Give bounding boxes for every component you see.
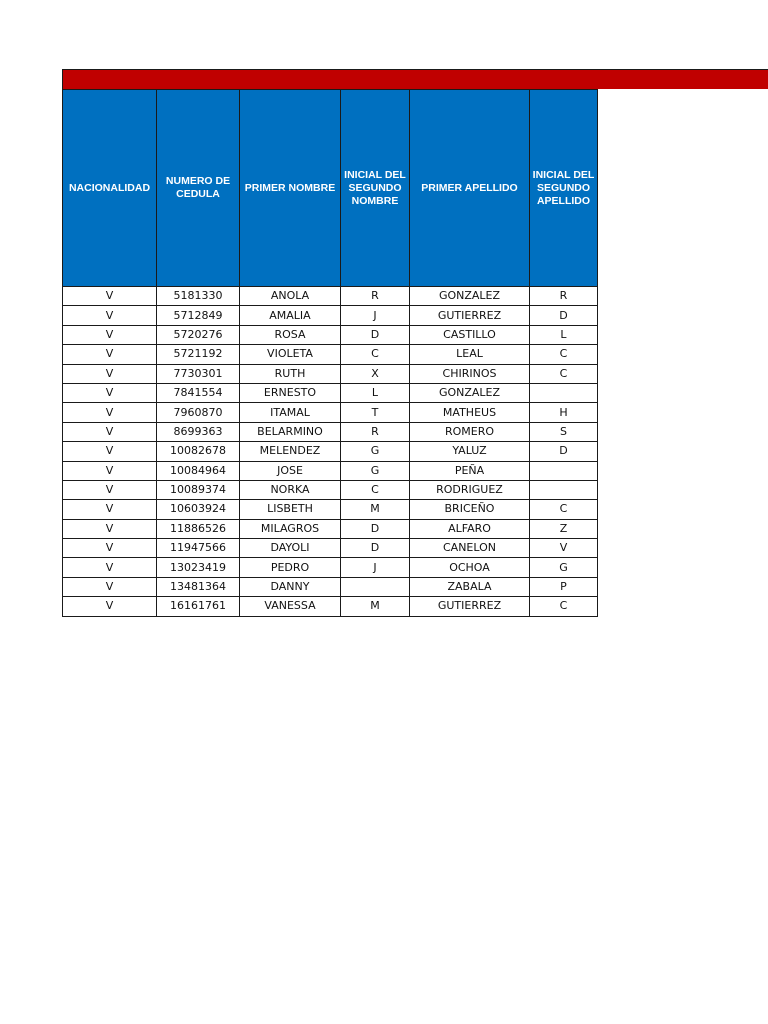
cell-cedula: 5721192	[157, 345, 240, 364]
cell-cedula: 13481364	[157, 577, 240, 596]
cell-nacionalidad: V	[63, 558, 157, 577]
cell-inicial-segundo-nombre: C	[341, 480, 410, 499]
cell-nacionalidad: V	[63, 422, 157, 441]
cell-primer-nombre: ROSA	[240, 325, 341, 344]
title-bar	[62, 69, 768, 89]
cell-primer-apellido: ALFARO	[410, 519, 530, 538]
cell-inicial-segundo-apellido: C	[530, 597, 598, 616]
table-row	[63, 306, 598, 325]
cell-nacionalidad: V	[63, 287, 157, 306]
cell-primer-apellido: LEAL	[410, 345, 530, 364]
cell-primer-apellido: CHIRINOS	[410, 364, 530, 383]
cell-inicial-segundo-nombre: L	[341, 383, 410, 402]
cell-cedula: 13023419	[157, 558, 240, 577]
table-row	[63, 597, 598, 616]
cell-primer-apellido: RODRIGUEZ	[410, 480, 530, 499]
cell-inicial-segundo-apellido: P	[530, 577, 598, 596]
cell-inicial-segundo-apellido: C	[530, 345, 598, 364]
table-body	[63, 287, 598, 617]
cell-nacionalidad: V	[63, 325, 157, 344]
cell-nacionalidad: V	[63, 403, 157, 422]
cell-nacionalidad: V	[63, 577, 157, 596]
table-row	[63, 422, 598, 441]
header-nacionalidad: NACIONALIDAD	[63, 90, 157, 287]
cell-primer-nombre: MILAGROS	[240, 519, 341, 538]
cell-primer-apellido: GUTIERREZ	[410, 306, 530, 325]
header-numero-de-cedula: NUMERO DE CEDULA	[157, 90, 240, 287]
table-row	[63, 442, 598, 461]
cell-cedula: 10603924	[157, 500, 240, 519]
cell-inicial-segundo-nombre: D	[341, 325, 410, 344]
cell-inicial-segundo-nombre: R	[341, 422, 410, 441]
cell-nacionalidad: V	[63, 442, 157, 461]
cell-primer-apellido: GUTIERREZ	[410, 597, 530, 616]
table-row	[63, 500, 598, 519]
cell-inicial-segundo-nombre: J	[341, 306, 410, 325]
data-table	[62, 89, 598, 617]
cell-inicial-segundo-nombre: C	[341, 345, 410, 364]
cell-primer-apellido: GONZALEZ	[410, 287, 530, 306]
cell-primer-apellido: CASTILLO	[410, 325, 530, 344]
cell-nacionalidad: V	[63, 597, 157, 616]
cell-primer-apellido: PEÑA	[410, 461, 530, 480]
cell-cedula: 5181330	[157, 287, 240, 306]
cell-primer-apellido: BRICEÑO	[410, 500, 530, 519]
header-inicial-segundo-apellido: INICIAL DEL SEGUNDO APELLIDO	[530, 90, 598, 287]
cell-nacionalidad: V	[63, 461, 157, 480]
cell-inicial-segundo-nombre: M	[341, 597, 410, 616]
cell-inicial-segundo-nombre: T	[341, 403, 410, 422]
cell-primer-nombre: AMALIA	[240, 306, 341, 325]
cell-cedula: 5720276	[157, 325, 240, 344]
cell-primer-apellido: ROMERO	[410, 422, 530, 441]
cell-inicial-segundo-apellido: Z	[530, 519, 598, 538]
cell-cedula: 11886526	[157, 519, 240, 538]
cell-inicial-segundo-apellido: C	[530, 500, 598, 519]
table-row	[63, 577, 598, 596]
cell-inicial-segundo-apellido: V	[530, 539, 598, 558]
header-primer-nombre: PRIMER NOMBRE	[240, 90, 341, 287]
cell-primer-nombre: DANNY	[240, 577, 341, 596]
cell-cedula: 7841554	[157, 383, 240, 402]
cell-inicial-segundo-nombre: J	[341, 558, 410, 577]
cell-primer-nombre: MELENDEZ	[240, 442, 341, 461]
table-row	[63, 558, 598, 577]
cell-inicial-segundo-apellido: H	[530, 403, 598, 422]
cell-cedula: 16161761	[157, 597, 240, 616]
table-row	[63, 287, 598, 306]
table-header	[63, 90, 598, 287]
table-row	[63, 519, 598, 538]
cell-cedula: 5712849	[157, 306, 240, 325]
cell-primer-nombre: ANOLA	[240, 287, 341, 306]
cell-nacionalidad: V	[63, 500, 157, 519]
cell-primer-apellido: GONZALEZ	[410, 383, 530, 402]
cell-nacionalidad: V	[63, 480, 157, 499]
table-row	[63, 364, 598, 383]
cell-inicial-segundo-apellido	[530, 480, 598, 499]
cell-primer-apellido: ZABALA	[410, 577, 530, 596]
cell-inicial-segundo-apellido: R	[530, 287, 598, 306]
cell-primer-nombre: PEDRO	[240, 558, 341, 577]
cell-inicial-segundo-apellido: L	[530, 325, 598, 344]
header-row	[63, 90, 598, 287]
cell-inicial-segundo-apellido	[530, 461, 598, 480]
cell-nacionalidad: V	[63, 364, 157, 383]
table-row	[63, 461, 598, 480]
cell-cedula: 10089374	[157, 480, 240, 499]
cell-inicial-segundo-nombre: G	[341, 442, 410, 461]
cell-primer-nombre: RUTH	[240, 364, 341, 383]
cell-cedula: 8699363	[157, 422, 240, 441]
cell-primer-nombre: VIOLETA	[240, 345, 341, 364]
cell-nacionalidad: V	[63, 539, 157, 558]
cell-inicial-segundo-apellido	[530, 383, 598, 402]
header-inicial-segundo-nombre: INICIAL DEL SEGUNDO NOMBRE	[341, 90, 410, 287]
cell-inicial-segundo-nombre: M	[341, 500, 410, 519]
cell-inicial-segundo-apellido: D	[530, 442, 598, 461]
cell-inicial-segundo-apellido: G	[530, 558, 598, 577]
cell-primer-nombre: NORKA	[240, 480, 341, 499]
table-row	[63, 345, 598, 364]
cell-primer-nombre: ERNESTO	[240, 383, 341, 402]
cell-primer-nombre: DAYOLI	[240, 539, 341, 558]
cell-primer-apellido: MATHEUS	[410, 403, 530, 422]
cell-primer-apellido: OCHOA	[410, 558, 530, 577]
table-row	[63, 383, 598, 402]
cell-primer-nombre: BELARMINO	[240, 422, 341, 441]
cell-nacionalidad: V	[63, 345, 157, 364]
cell-nacionalidad: V	[63, 306, 157, 325]
table-row	[63, 539, 598, 558]
cell-inicial-segundo-apellido: C	[530, 364, 598, 383]
cell-cedula: 11947566	[157, 539, 240, 558]
cell-primer-nombre: JOSE	[240, 461, 341, 480]
cell-inicial-segundo-apellido: S	[530, 422, 598, 441]
header-primer-apellido: PRIMER APELLIDO	[410, 90, 530, 287]
cell-nacionalidad: V	[63, 519, 157, 538]
table-row	[63, 480, 598, 499]
cell-cedula: 7730301	[157, 364, 240, 383]
table-row	[63, 325, 598, 344]
cell-cedula: 10082678	[157, 442, 240, 461]
cell-primer-nombre: LISBETH	[240, 500, 341, 519]
cell-inicial-segundo-nombre: D	[341, 539, 410, 558]
cell-primer-nombre: ITAMAL	[240, 403, 341, 422]
cell-nacionalidad: V	[63, 383, 157, 402]
cell-primer-apellido: CANELON	[410, 539, 530, 558]
cell-inicial-segundo-nombre: G	[341, 461, 410, 480]
cell-cedula: 10084964	[157, 461, 240, 480]
cell-primer-nombre: VANESSA	[240, 597, 341, 616]
cell-primer-apellido: YALUZ	[410, 442, 530, 461]
cell-inicial-segundo-nombre	[341, 577, 410, 596]
cell-inicial-segundo-nombre: R	[341, 287, 410, 306]
cell-inicial-segundo-nombre: D	[341, 519, 410, 538]
cell-cedula: 7960870	[157, 403, 240, 422]
cell-inicial-segundo-nombre: X	[341, 364, 410, 383]
cell-inicial-segundo-apellido: D	[530, 306, 598, 325]
table-row	[63, 403, 598, 422]
